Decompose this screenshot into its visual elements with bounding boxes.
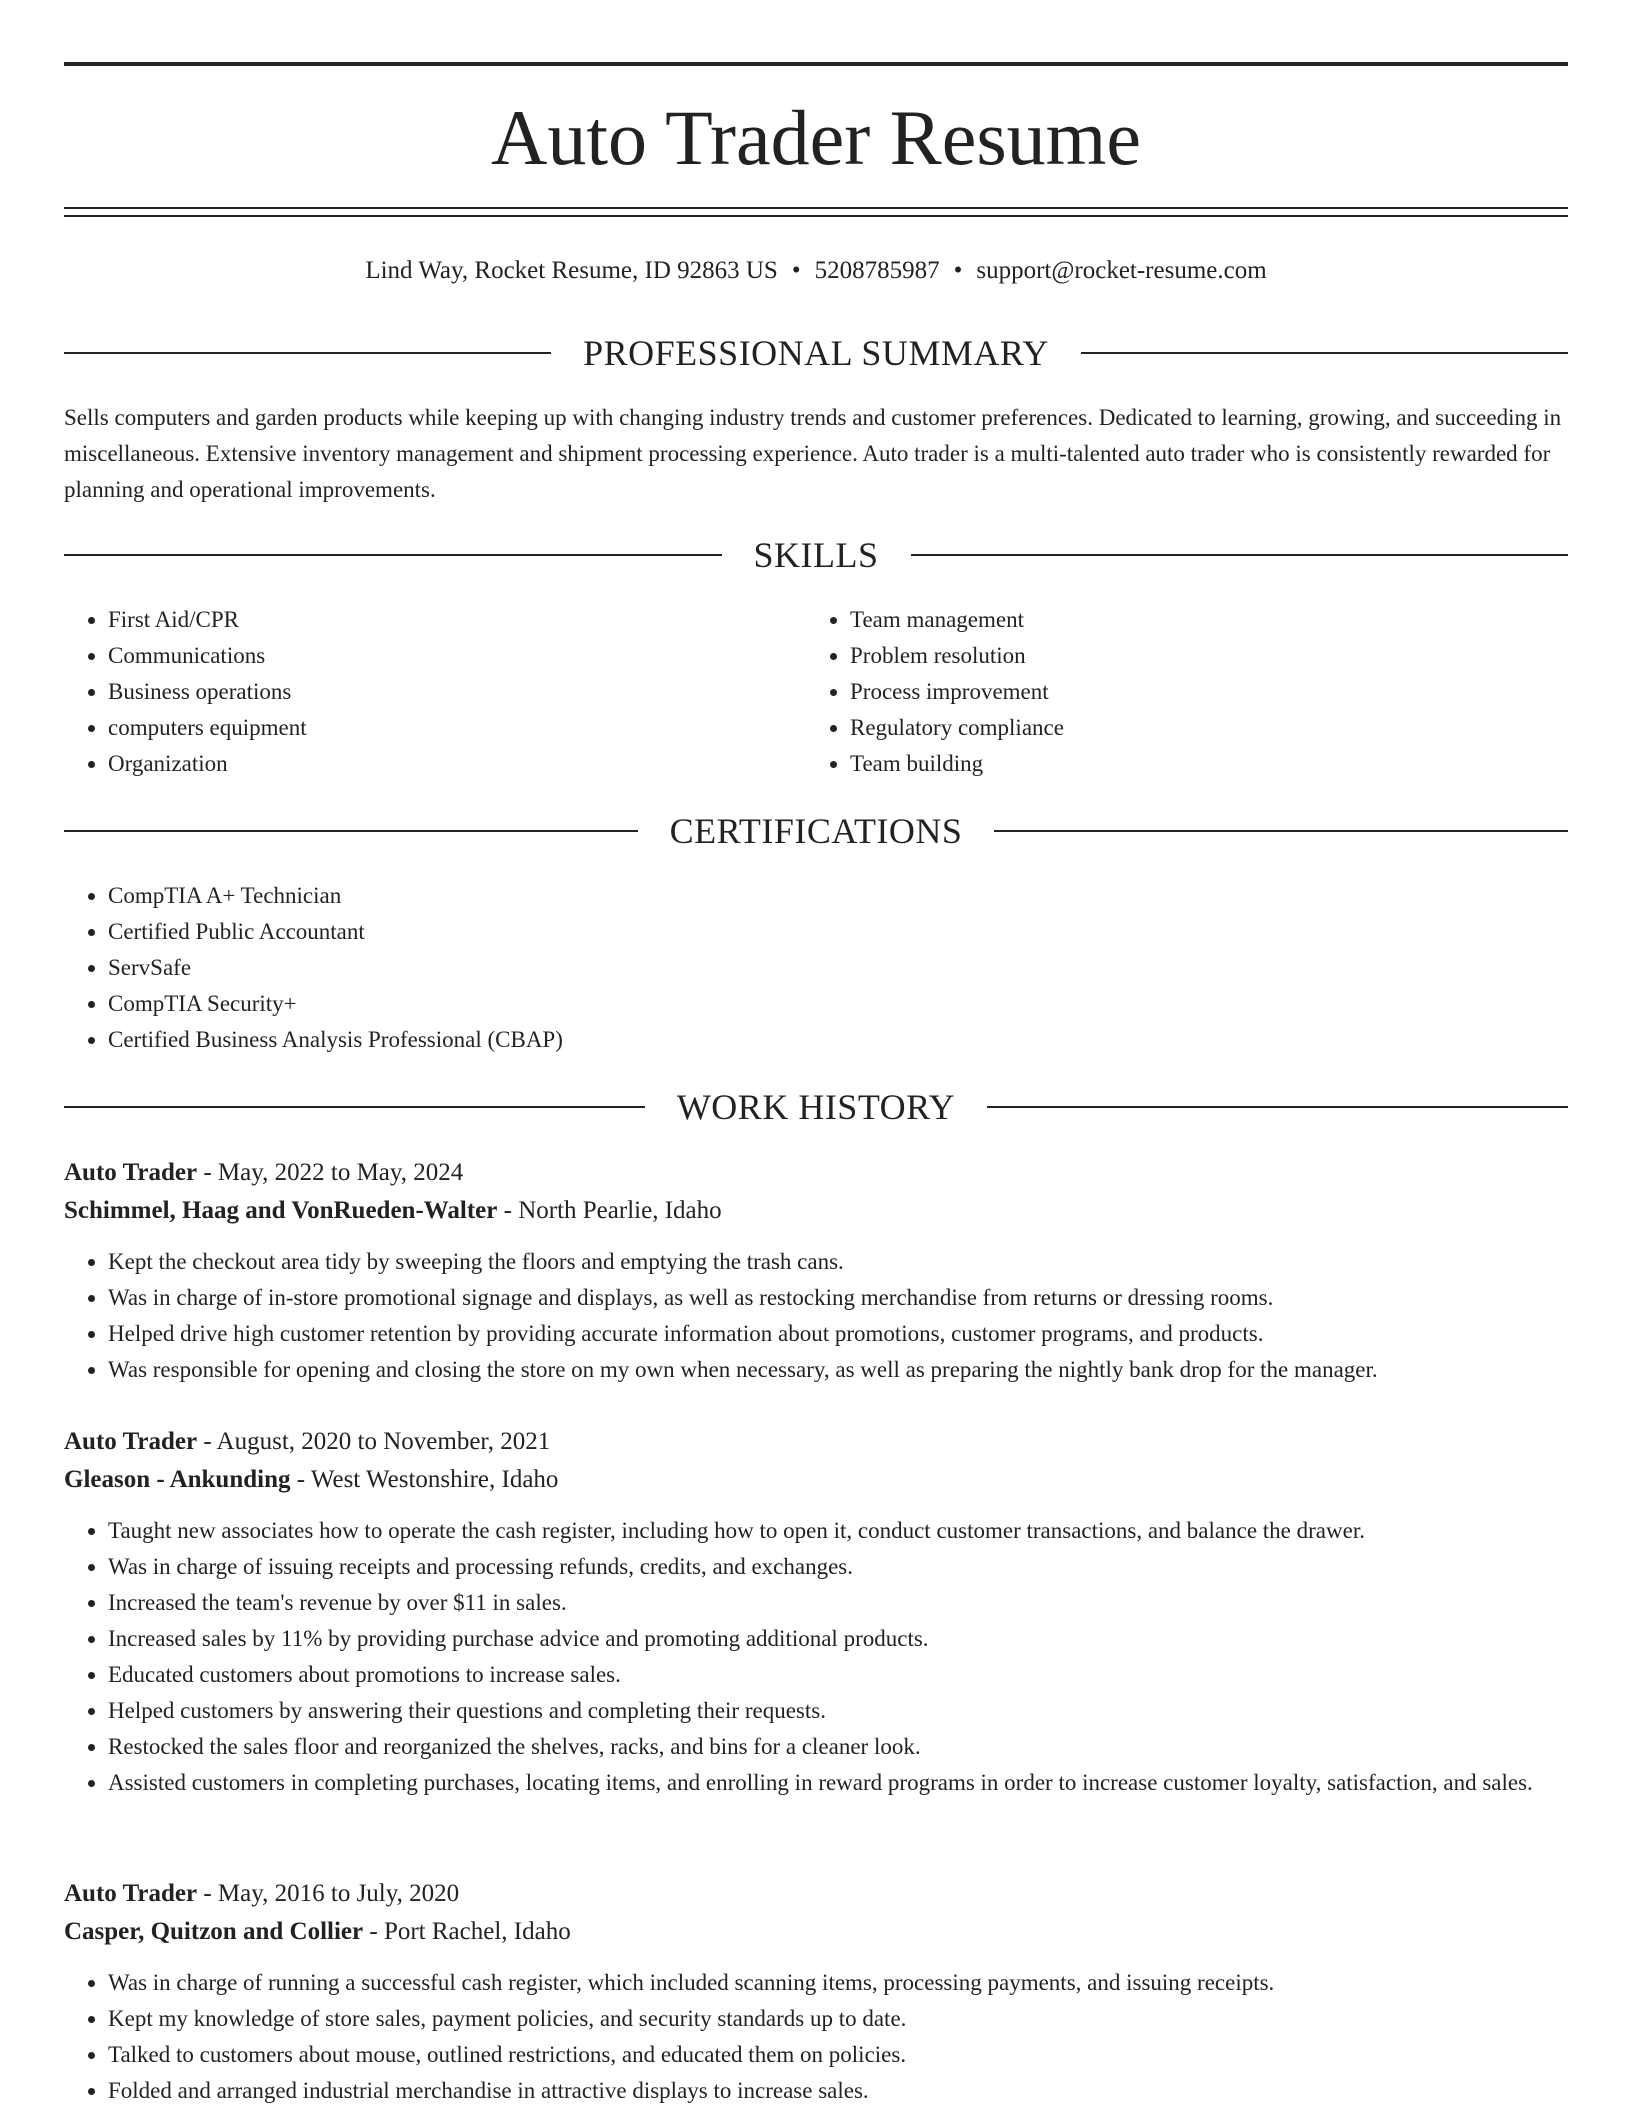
contact-separator: •: [791, 257, 801, 284]
job-bullet: • Assisted customers in completing purchases, locating items, and enrolling in reward programs in order to increase customer loyalty, satisfaction, and sales.: [108, 1765, 1568, 1801]
job-bullet: • Helped customers by answering their questions and completing their requests.: [108, 1693, 1568, 1729]
job-bullets: [64, 1965, 1568, 2109]
job-bullet: • Was responsible for opening and closing the store on my own when necessary, as well as preparing the nightly bank drop for the manager.: [108, 1352, 1568, 1388]
skills-heading-label: SKILLS: [753, 535, 879, 575]
contact-phone: 5208785987: [814, 257, 940, 284]
skills-left-column: [64, 602, 806, 782]
skill-item: • Team building: [850, 746, 1548, 782]
contact-address: Lind Way, Rocket Resume, ID 92863 US: [365, 257, 778, 284]
job-title: Auto Trader: [64, 1880, 198, 1907]
heading-rule-right: [994, 830, 1568, 832]
summary-heading-label: PROFESSIONAL SUMMARY: [583, 333, 1049, 373]
professional-summary-text: Sells computers and garden products while keeping up with changing industry trends and customer preferences. Dedicated to learning, growing, and succeeding in miscellaneous. Extensive inventory management and shipment processing experience. Auto trader is a multi-talented auto trader who is consistently rewarded for planning and operational improvements.: [64, 405, 1562, 502]
heading-rule-left: [64, 554, 722, 556]
heading-rule-left: [64, 1106, 645, 1108]
job-bullet: • Was in charge of in-store promotional signage and displays, as well as restocking merchandise from returns or dressing rooms.: [108, 1280, 1568, 1316]
job-bullets: [64, 1244, 1568, 1388]
skill-item: • Regulatory compliance: [850, 710, 1548, 746]
job-location: West Westonshire, Idaho: [310, 1466, 559, 1493]
job-company: Schimmel, Haag and VonRueden-Walter: [64, 1197, 498, 1224]
contact-email: support@rocket-resume.com: [976, 257, 1267, 284]
skills-list-right: [806, 602, 1548, 782]
job-bullet: • Restocked the sales floor and reorganized the shelves, racks, and bins for a cleaner look.: [108, 1729, 1568, 1765]
job-dates: August, 2020 to November, 2021: [216, 1428, 551, 1455]
job-location: North Pearlie, Idaho: [518, 1197, 722, 1224]
job-bullet: • Talked to customers about mouse, outlined restrictions, and educated them on policies.: [108, 2037, 1568, 2073]
skill-item: • Process improvement: [850, 674, 1548, 710]
contact-line: [64, 254, 1568, 288]
contact-separator: •: [953, 257, 963, 284]
job-title-line: Auto Trader - May, 2022 to May, 2024: [64, 1159, 464, 1186]
job-bullet: • Kept the checkout area tidy by sweeping the floors and emptying the trash cans.: [108, 1244, 1568, 1280]
job-bullet: • Was in charge of issuing receipts and processing refunds, credits, and exchanges.: [108, 1549, 1568, 1585]
certifications-list: [64, 878, 1568, 1058]
job-bullet: • Taught new associates how to operate the cash register, including how to open it, conduct customer transactions, and balance the drawer.: [108, 1513, 1568, 1549]
skill-item: • Team management: [850, 602, 1548, 638]
job-company-line: Casper, Quitzon and Collier - Port Rachel, Idaho: [64, 1918, 571, 1945]
job-title-line: Auto Trader - May, 2016 to July, 2020: [64, 1880, 460, 1907]
skill-item: • Organization: [108, 746, 806, 782]
certifications-section-heading: [64, 809, 1568, 853]
job-bullets: [64, 1513, 1568, 1801]
job-location: Port Rachel, Idaho: [383, 1918, 571, 1945]
skills-right-column: [806, 602, 1548, 782]
job-bullet: • Increased the team's revenue by over $11 in sales.: [108, 1585, 1568, 1621]
skill-item: • computers equipment: [108, 710, 806, 746]
heading-rule-right: [987, 1106, 1568, 1108]
skill-item: • First Aid/CPR: [108, 602, 806, 638]
skills-columns: [64, 602, 1568, 782]
skills-list-left: [64, 602, 806, 782]
job-entry: [64, 1423, 1568, 1801]
summary-section-heading: [64, 331, 1568, 375]
job-bullet: • Was in charge of running a successful cash register, which included scanning items, processing payments, and issuing receipts.: [108, 1965, 1568, 2001]
certification-item: • CompTIA A+ Technician: [108, 878, 1568, 914]
heading-rule-right: [1081, 352, 1568, 354]
header-rule-lower: [64, 215, 1568, 217]
job-entry: [64, 1154, 1568, 1388]
heading-rule-right: [911, 554, 1569, 556]
skill-item: • Problem resolution: [850, 638, 1548, 674]
heading-rule-left: [64, 830, 638, 832]
certification-item: • Certified Public Accountant: [108, 914, 1568, 950]
work-history-heading-label: WORK HISTORY: [676, 1087, 956, 1127]
job-company-line: Gleason - Ankunding - West Westonshire, Idaho: [64, 1466, 559, 1493]
job-bullet: • Helped drive high customer retention by providing accurate information about promotions, customer programs, and products.: [108, 1316, 1568, 1352]
certifications-block: [64, 878, 1568, 1058]
certification-item: • Certified Business Analysis Professional (CBAP): [108, 1022, 1568, 1058]
job-company: Casper, Quitzon and Collier: [64, 1918, 364, 1945]
skills-section-heading: [64, 533, 1568, 577]
job-title-line: Auto Trader - August, 2020 to November, 2021: [64, 1428, 551, 1455]
job-dates: May, 2016 to July, 2020: [217, 1880, 460, 1907]
work-history-section-heading: [64, 1085, 1568, 1129]
header-top-rule: [64, 62, 1568, 66]
job-bullet: • Folded and arranged industrial merchandise in attractive displays to increase sales.: [108, 2073, 1568, 2109]
job-title: Auto Trader: [64, 1428, 198, 1455]
resume-title: Auto Trader Resume: [491, 94, 1141, 181]
skill-item: • Communications: [108, 638, 806, 674]
job-title: Auto Trader: [64, 1159, 198, 1186]
certifications-heading-label: CERTIFICATIONS: [669, 811, 963, 851]
job-bullet: • Educated customers about promotions to increase sales.: [108, 1657, 1568, 1693]
skill-item: • Business operations: [108, 674, 806, 710]
certification-item: • CompTIA Security+: [108, 986, 1568, 1022]
job-company: Gleason - Ankunding: [64, 1466, 291, 1493]
job-bullet: • Increased sales by 11% by providing purchase advice and promoting additional products.: [108, 1621, 1568, 1657]
certification-item: • ServSafe: [108, 950, 1568, 986]
heading-rule-left: [64, 352, 551, 354]
job-dates: May, 2022 to May, 2024: [217, 1159, 464, 1186]
header-rule-upper: [64, 207, 1568, 209]
job-bullet: • Kept my knowledge of store sales, payment policies, and security standards up to date.: [108, 2001, 1568, 2037]
job-company-line: Schimmel, Haag and VonRueden-Walter - North Pearlie, Idaho: [64, 1197, 722, 1224]
job-entry: [64, 1875, 1568, 2109]
